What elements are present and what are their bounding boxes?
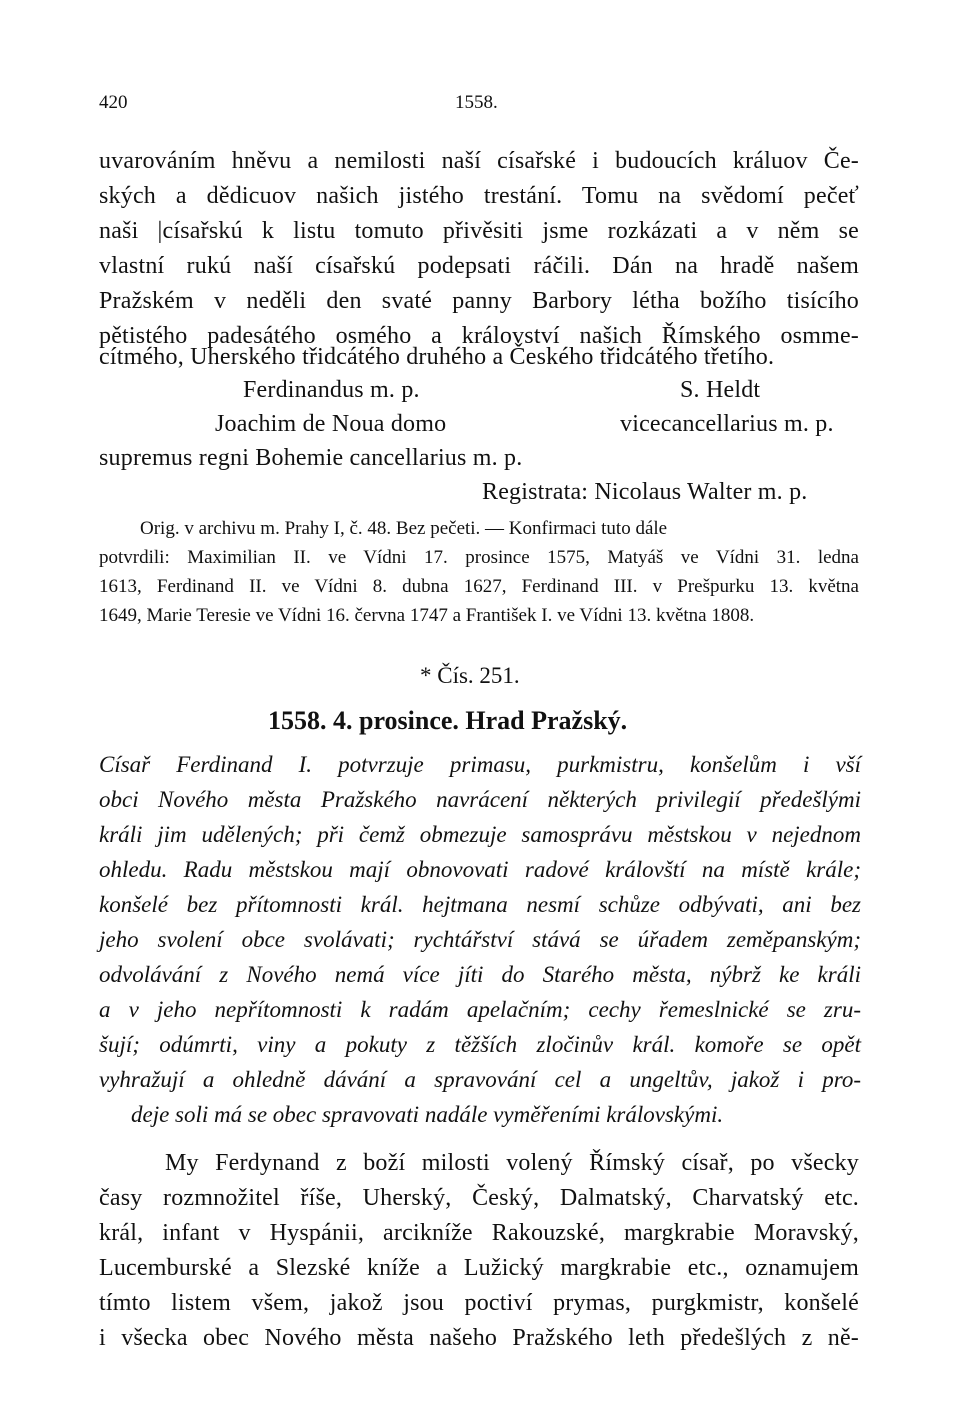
regest-line: deje soli má se obec spravovati nadále vyměřeními královskými.	[131, 1102, 724, 1127]
regest-line: jeho svolení obce svolávati; rychtářství stává se úřadem zeměpanským;	[99, 927, 861, 952]
signature-vicecancellarius: vicecancellarius m. p.	[620, 411, 834, 437]
charter-line: král, infant v Hyspánii, arcikníže Rakouzské, margkrabie Moravský,	[99, 1220, 859, 1246]
running-head: 1558.	[455, 92, 498, 113]
signature-heldt: S. Heldt	[680, 377, 761, 403]
text-line: ských a dědicuov našich jistého trestání. Tomu na svědomí pečeť	[99, 183, 859, 209]
regest-line: ohledu. Radu městskou mají obnovovati radové královští na místě krále;	[99, 857, 861, 882]
note-line: 1649, Marie Teresie ve Vídni 16. června 1747 a František I. ve Vídni 13. května 1808.	[99, 605, 755, 626]
regest-line: šují; odúmrti, viny a pokuty z těžších zločinův král. komoře se opět	[99, 1032, 861, 1057]
registrata: Registrata: Nicolaus Walter m. p.	[482, 479, 808, 505]
regest-line: a v jeho nepřítomnosti k radám apelačním; cechy řemeslnické se zru-	[99, 997, 861, 1022]
regest-line: odvolávání z Nového nemá více jíti do Starého města, nýbrž ke králi	[99, 962, 861, 987]
text-line: Pražském v neděli den svaté panny Barbory létha božího tisícího	[99, 288, 859, 314]
text-line: cítmého, Uherského třidcátého druhého a Českého třidcátého třetího.	[99, 344, 775, 370]
text-line: naši |císařskú k listu tomuto přivěsiti jsme rozkázati a v něm se	[99, 218, 859, 244]
charter-line: Lucemburské a Slezské kníže a Lužický margkrabie etc., oznamujem	[99, 1255, 859, 1281]
charter-line: My Ferdynand z boží milosti volený Římský císař, po všecky	[165, 1150, 859, 1176]
charter-line: tímto listem všem, jakož jsou poctiví prymas, purgkmistr, konšelé	[99, 1290, 859, 1316]
text-line: uvarováním hněvu a nemilosti naší císařské i budoucích králuov Če-	[99, 148, 859, 174]
charter-line: i všecka obec Nového města našeho Pražského leth předešlých z ně-	[99, 1325, 859, 1351]
text-line: vlastní rukú naší císařskú podepsati ráčili. Dán na hradě našem	[99, 253, 859, 279]
document-number: * Čís. 251.	[420, 663, 520, 688]
regest-line: obci Nového města Pražského navrácení některých privilegií předešlými	[99, 787, 861, 812]
page-number: 420	[99, 92, 128, 113]
signature-cancellarius: supremus regni Bohemie cancellarius m. p.	[99, 445, 523, 471]
signature-joachim: Joachim de Noua domo	[215, 411, 447, 437]
document-title: 1558. 4. prosince. Hrad Pražský.	[268, 706, 628, 735]
signature-ferdinandus: Ferdinandus m. p.	[243, 377, 420, 403]
regest-line: vyhražují a ohledně dávání a spravování cel a ungeltův, jakož i pro-	[99, 1067, 861, 1092]
regest-line: králi jim udělených; při čemž obmezuje samosprávu městskou v nejednom	[99, 822, 861, 847]
note-line: Orig. v archivu m. Prahy I, č. 48. Bez pečeti. — Konfirmaci tuto dále	[140, 518, 668, 539]
text-line: pětistého padesátého osmého a království našich Římského osmme-	[99, 323, 859, 349]
charter-line: časy rozmnožitel říše, Uherský, Český, Dalmatský, Charvatský etc.	[99, 1185, 859, 1211]
note-line: 1613, Ferdinand II. ve Vídni 8. dubna 1627, Ferdinand III. v Prešpurku 13. května	[99, 576, 859, 597]
note-line: potvrdili: Maximilian II. ve Vídni 17. prosince 1575, Matyáš ve Vídni 31. ledna	[99, 547, 859, 568]
regest-line: konšelé bez přítomnosti král. hejtmana nesmí schůze odbývati, ani bez	[99, 892, 861, 917]
regest-line: Císař Ferdinand I. potvrzuje primasu, purkmistru, konšelům i vší	[99, 752, 861, 777]
